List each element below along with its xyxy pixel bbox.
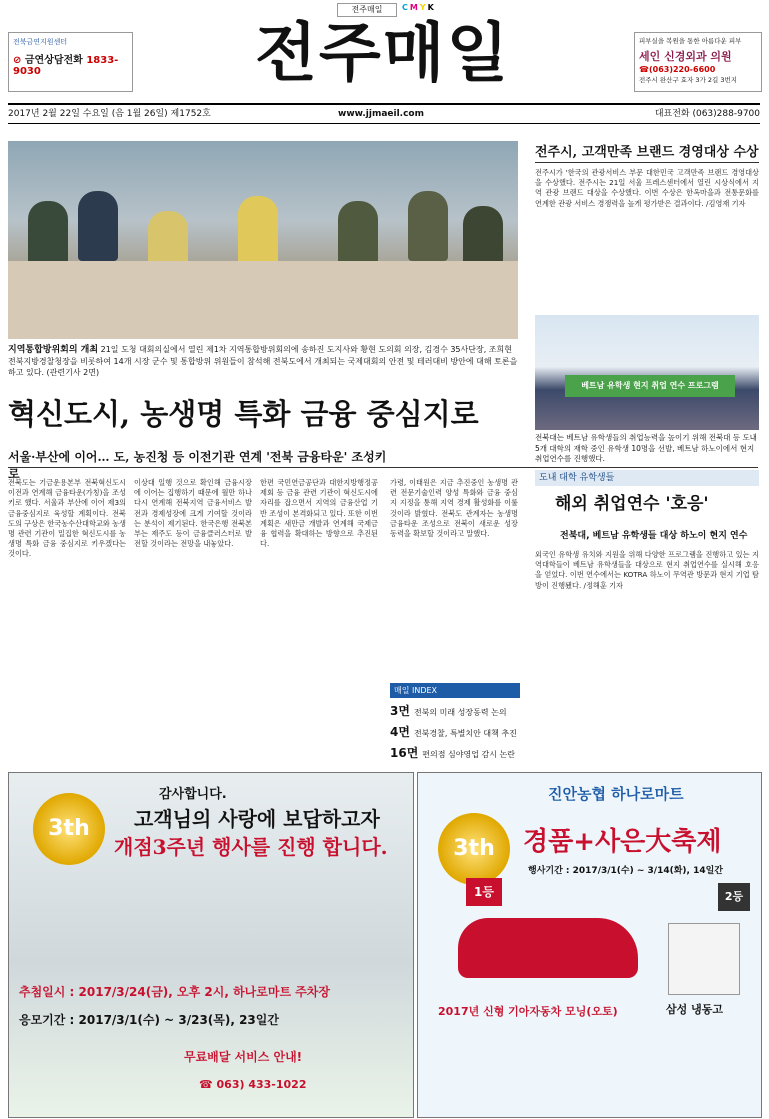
lead-headline[interactable]: 혁신도시, 농생명 특화 금융 중심지로 bbox=[8, 397, 479, 431]
prize-1: 1등 bbox=[466, 878, 502, 906]
ad-left-title: 금연상담전화 bbox=[24, 55, 83, 66]
car-image bbox=[458, 918, 638, 978]
article-col-2: 이상대 일행 것으로 확인해 금융시장에 이어는 집행하기 때문에 월만 하나 다시 연계해 전북지역 금융서비스 발전과 경제성장에 크게 기여할 것이라는 분석이 제기된다. 한국은행 전북본부는 제주도 등이 금융클러스터로 발전할 것이라는 전망을 내놓았다. bbox=[134, 478, 252, 549]
reporter: /정해훈 기자 bbox=[583, 580, 623, 590]
article-col-1: 전북도는 기금운용본부 전북혁신도시 이전과 연계해 금융타운(가칭)을 조성키로 했다. 서울과 부산에 이어 제3의 금융중심지로 육성할 계획이다. 전북도의 구상은 한국농수산대학교와 농생명 관련 기관이 밀집한 혁신도시를 농생명 특화 금융 중심지로 키우겠다는 것이다. bbox=[8, 478, 126, 559]
reporter: /김영재 기자 bbox=[706, 198, 746, 208]
right-article-text: 외국인 유학생 유치와 지원을 위해 다양한 프로그램을 진행하고 있는 지역대학들이 베트남 유학생들을 대상으로 현지 취업연수를 실시해 호응을 얻었다. 이번 연수에서는 KOTRA 하노이 무역관 방문과 현지 기업 탐방이 진행됐다. /정해훈 기자 bbox=[535, 550, 759, 590]
ad-apply-period: 응모기간 : 2017/3/1(수) ~ 3/23(목), 23일간 bbox=[19, 1013, 279, 1027]
no-smoking-icon: ⊘ bbox=[13, 55, 22, 66]
ad-line2: 개점3주년 행사를 진행 합니다. bbox=[114, 835, 388, 859]
ad-left-org: 전북금연지원센터 bbox=[13, 38, 68, 46]
cmyk-m: M bbox=[409, 3, 418, 12]
prize-2: 2등 bbox=[718, 883, 750, 911]
ad-hanaro-anniversary[interactable] bbox=[8, 772, 414, 1118]
lead-subhead: 서울·부산에 이어… 도, 농진청 등 이전기관 연계 '전북 금융타운' 조성키로 bbox=[8, 450, 387, 481]
ad-draw-date: 추첨일시 : 2017/3/24(금), 오후 2시, 하나로마트 주차장 bbox=[19, 985, 330, 999]
index-row[interactable]: 4면 전북경찰, 특별치안 대책 추진 bbox=[390, 725, 517, 739]
right-subhead-2: 전북대, 베트남 유학생들 대상 하노이 현지 연수 bbox=[560, 531, 748, 541]
daily-index bbox=[390, 683, 520, 760]
caption-credit: (관련기사 2면) bbox=[46, 368, 100, 377]
ad-smoking-hotline[interactable] bbox=[8, 32, 133, 92]
main-phone: 대표전화 (063)288-9700 bbox=[654, 109, 760, 119]
anniversary-badge-2: 3th bbox=[438, 813, 510, 885]
ad-delivery: 무료배달 서비스 안내! bbox=[184, 1050, 303, 1064]
ad-brand: 진안농협 하나로마트 bbox=[548, 785, 684, 803]
subhead-rule bbox=[8, 467, 758, 468]
ad-right-line1: 피부실을 복원을 통한 아름다운 피부 bbox=[639, 37, 742, 45]
cmyk-k: K bbox=[427, 3, 434, 12]
ad-right-name: 세인 신경외과 의원 bbox=[639, 50, 732, 63]
ad-right-addr: 전주시 완산구 효자 3가 2길 3번지 bbox=[639, 76, 738, 84]
ad-line1: 고객님의 사랑에 보답하고자 bbox=[134, 807, 380, 831]
index-row[interactable]: 16면 편의점 심야영업 감시 논란 bbox=[390, 746, 515, 760]
cmyk-c: C bbox=[402, 3, 408, 12]
site-url[interactable]: www.jjmaeil.com bbox=[338, 109, 424, 119]
cmyk-y: Y bbox=[419, 3, 426, 12]
article-col-3: 한편 국민연금공단과 대한지방행정공제회 등 금융 관련 기관이 혁신도시에 자리를 잡으면서 지역의 금융산업 기반 조성이 본격화되고 있다. 또한 이번 계획은 새만금 개발과 연계해 국제금융 협력을 확대하는 방향으로 추진된다. bbox=[260, 478, 378, 549]
article-col-4: 가령, 이태원은 지금 추진중인 농생명 관련 전문기술인력 양성 특화와 금융 중심지 지정을 통해 지역 경제 활성화를 이룰 것이라 밝혔다. 전북도 관계자는 농생명 금융타운 조성으로 전북이 새로운 성장 동력을 확보할 것이라고 말했다. bbox=[390, 478, 518, 539]
ad-left-phone: 1833-9030 bbox=[13, 55, 119, 77]
index-row[interactable]: 3면 전북의 미래 성장동력 논의 bbox=[390, 704, 507, 718]
ad-jinan-hanaro-festival[interactable] bbox=[417, 772, 762, 1118]
kicker: 도내 대학 유학생들 bbox=[535, 470, 759, 486]
fridge-image bbox=[668, 923, 740, 995]
cmyk-marks bbox=[402, 3, 436, 12]
main-photo-caption bbox=[8, 344, 518, 378]
caption-title: 지역통합방위회의 개최 bbox=[8, 345, 99, 355]
photo-banner: 베트남 유학생 현지 취업 연수 프로그램 bbox=[565, 375, 735, 397]
top-tag: 전주매일 bbox=[337, 3, 397, 17]
ad-phone: ☎ 063) 433-1022 bbox=[199, 1078, 307, 1091]
right-top-text: 전주시가 '한국의 관광서비스 부문 대한민국 고객만족 브랜드 경영대상을 수상했다. 전주시는 21일 서울 프레스센터에서 열린 시상식에서 지역 관광 브랜드 대상을 수상했다. 이번 수상은 한옥마을과 전통문화를 연계한 관광 서비스 경쟁력을 높게 평가받은 결과이다. /김영재 기자 bbox=[535, 168, 759, 208]
students-photo bbox=[535, 315, 759, 430]
right-top-rule bbox=[535, 162, 759, 163]
ad-clinic[interactable] bbox=[634, 32, 762, 92]
caption-text: 21일 도청 대회의실에서 열린 제1차 지역통합방위회의에 송하진 도지사와 황현 도의회 의장, 김경수 35사단장, 조희현 전북지방경찰청장을 비롯하여 14개 시장 군수 및 통합방위 위원들이 참석해 전북도에서 개최되는 국제대회의 안전 및 테러대비 방안에 대해 토론을 하고 있다. bbox=[8, 345, 518, 377]
ad-right-phone: ☎(063)220-6600 bbox=[639, 65, 716, 74]
right-headline-2[interactable]: 해외 취업연수 '호응' bbox=[555, 494, 709, 514]
issue-date: 2017년 2월 22일 수요일 (음 1월 26일) 제1752호 bbox=[8, 109, 211, 119]
index-title: 매일 INDEX bbox=[390, 683, 520, 698]
ad-period: 행사기간 : 2017/3/1(수) ~ 3/14(화), 14일간 bbox=[528, 866, 723, 876]
right-top-headline[interactable]: 전주시, 고객만족 브랜드 경영대상 수상 bbox=[535, 145, 759, 160]
ad-car: 2017년 신형 기아자동차 모닝(오토) bbox=[438, 1005, 618, 1018]
anniversary-badge: 3th bbox=[33, 793, 105, 865]
ad-fridge: 삼성 냉동고 bbox=[666, 1003, 723, 1016]
ad-thanks: 감사합니다. bbox=[159, 787, 227, 802]
masthead: 전주매일 bbox=[255, 16, 511, 91]
dateline bbox=[8, 103, 760, 124]
main-photo bbox=[8, 141, 518, 339]
ad-title: 경품+사은大축제 bbox=[523, 827, 722, 857]
students-caption: 전북대는 베트남 유학생들의 취업능력을 높이기 위해 전북대 등 도내 5개 대학의 재학 중인 유학생 10명을 선발, 베트남 하노이에서 현지 취업연수를 진행했다. bbox=[535, 433, 757, 463]
